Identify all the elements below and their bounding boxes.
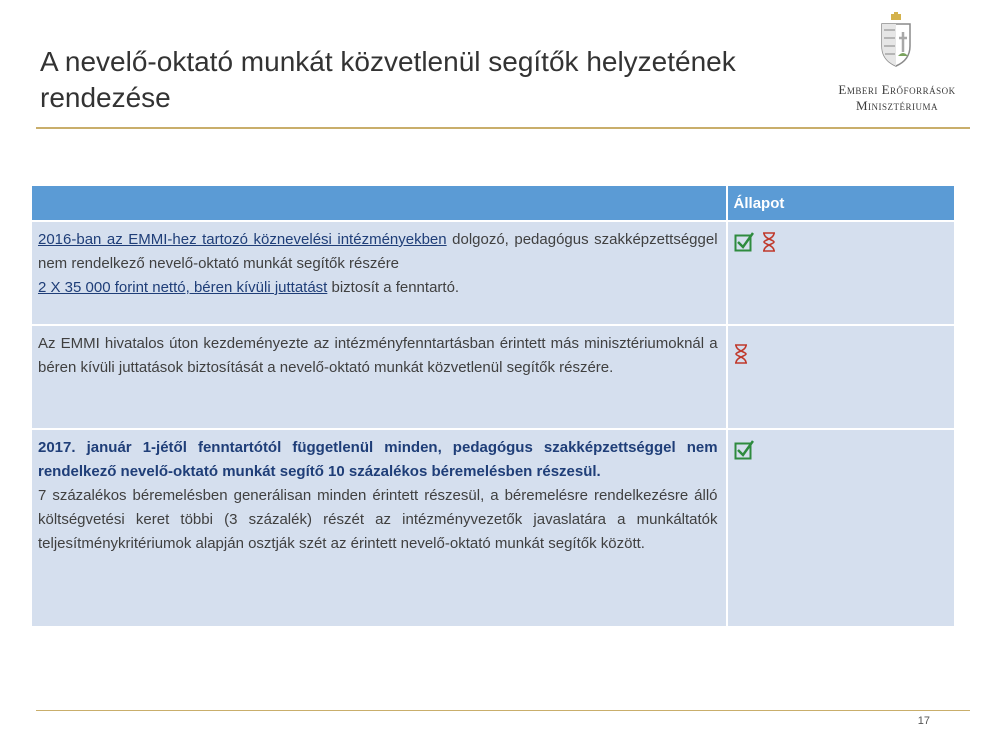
row-1-status-cell	[728, 222, 954, 324]
logo-line-2: Minisztériuma	[855, 98, 939, 113]
ministry-logo	[822, 12, 972, 112]
table-header-row	[32, 186, 954, 220]
page-title-line-1: A nevelő-oktató munkát közvetlenül segítők helyzetének	[40, 46, 736, 77]
page-title	[40, 44, 860, 116]
logo-line-1: Emberi Erőforrások	[838, 82, 956, 97]
row-2-text-cell: Az EMMI hivatalos úton kezdeményezte az intézményfenntartásban érintett más minisztériumoknál a béren kívüli juttatások biztosítását a nevelő-oktató munkát közvetlenül segítők részére.	[32, 326, 726, 428]
status-table	[30, 184, 956, 628]
row-1-highlight-1: 2016-ban az EMMI-hez tartozó köznevelési intézményekben	[38, 231, 447, 248]
hourglass-icon	[762, 232, 776, 260]
header-status-cell: Állapot	[728, 186, 954, 220]
page-title-line-2: rendezése	[40, 82, 171, 113]
table-row	[32, 222, 954, 324]
table-row	[32, 326, 954, 428]
header-empty-cell	[32, 186, 726, 220]
footer-divider	[36, 710, 970, 711]
page-number: 17	[917, 715, 930, 727]
hourglass-icon	[734, 344, 748, 372]
row-3-highlight: 2017. január 1-jétől fenntartótól függetlenül minden, pedagógus szakképzettséggel nem rendelkező nevelő-oktató munkát segítő 10 százalékos béremelésben részesül.	[38, 439, 718, 480]
row-1-text-2: dolgozó, pedagógus szakképzettséggel nem rendelkező nevelő-oktató munkát segítők részére	[38, 231, 718, 272]
row-1-text-cell	[32, 222, 726, 324]
checkbox-checked-icon	[734, 440, 754, 468]
row-3-status-cell	[728, 430, 954, 626]
table-row	[32, 430, 954, 626]
coat-of-arms-icon	[876, 12, 916, 68]
row-2-status-cell	[728, 326, 954, 428]
row-3-text-cell	[32, 430, 726, 626]
row-1-highlight-2: 2 X 35 000 forint nettó, béren kívüli juttatást	[38, 279, 328, 296]
row-3-text: 7 százalékos béremelésben generálisan minden érintett részesül, a béremelésre rendelkezésre álló költségvetési keret többi (3 százalék) részét az intézményvezetők javaslatára a munkáltatók teljesítménykritériumok alapján osztják szét az érintett nevelő-oktató munkát segítők között.	[38, 487, 718, 552]
title-divider	[36, 127, 970, 129]
row-1-text-4: biztosít a fenntartó.	[327, 279, 460, 296]
checkbox-checked-icon	[734, 232, 754, 260]
